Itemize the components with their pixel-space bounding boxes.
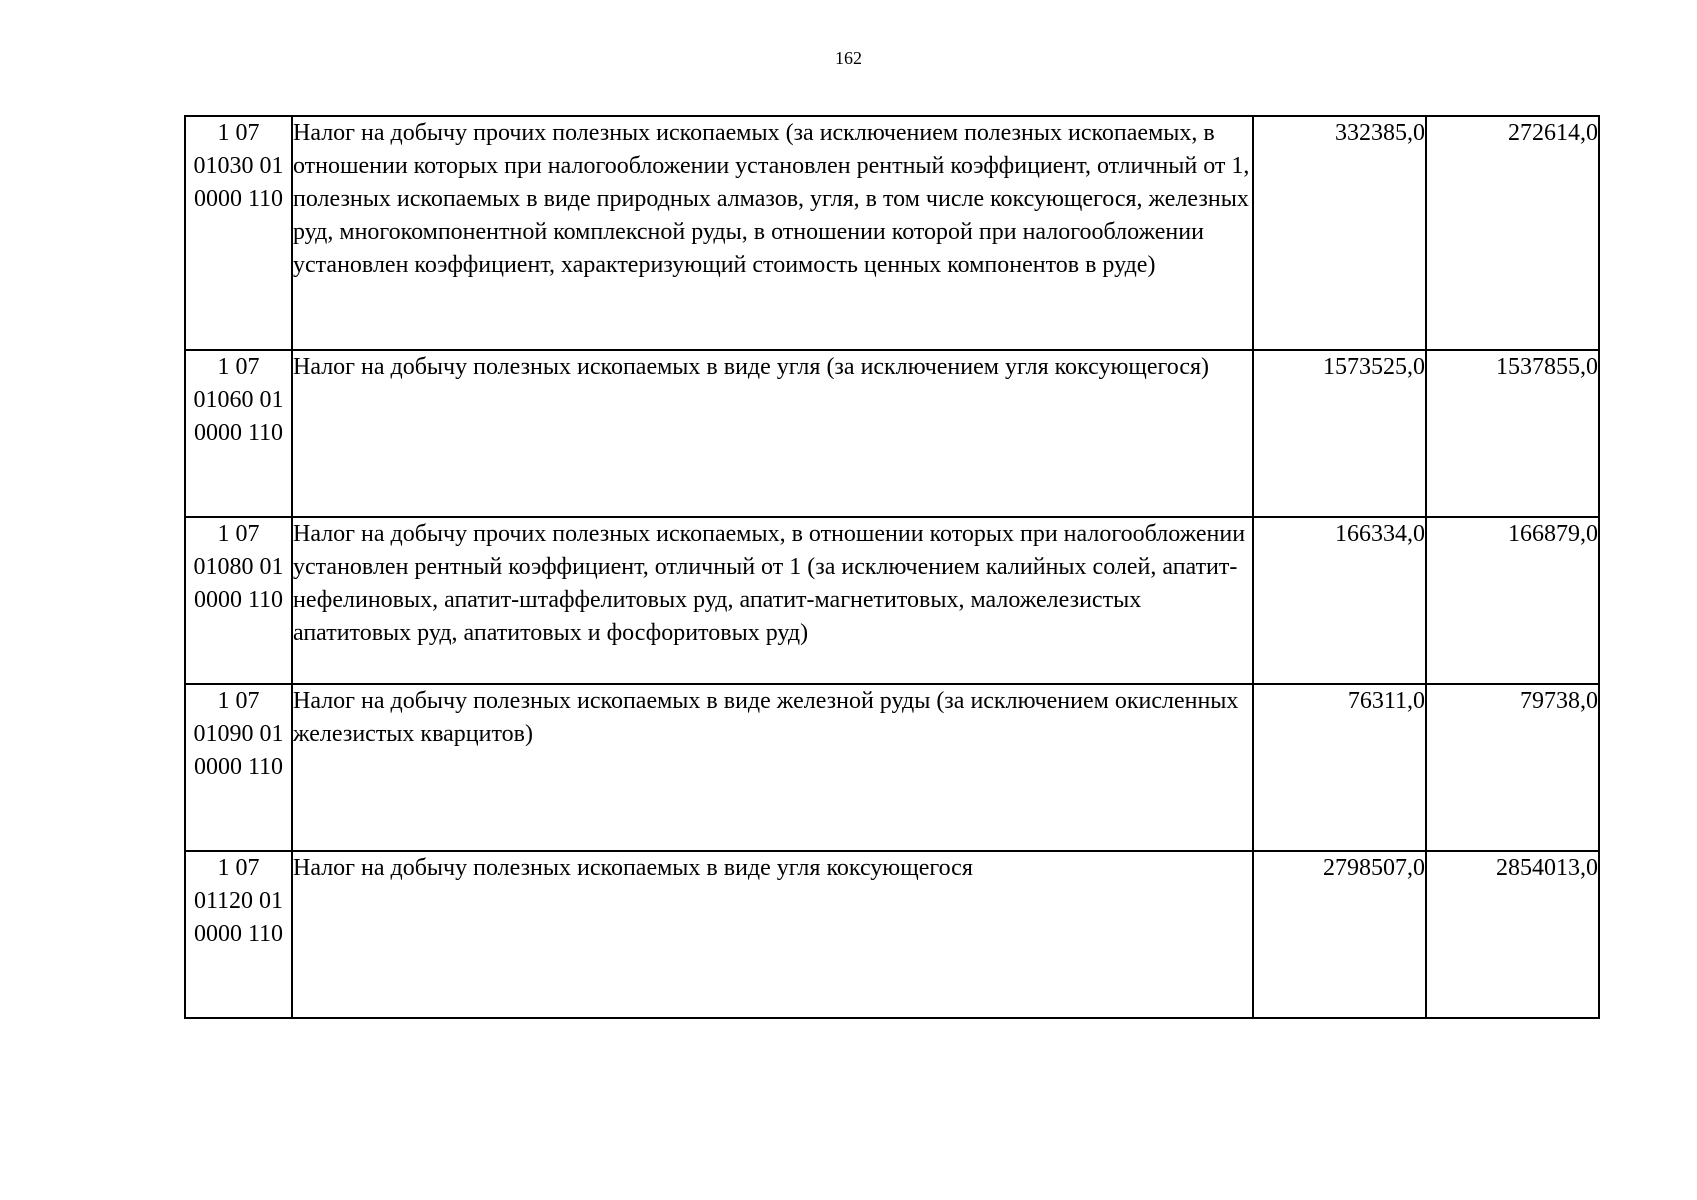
table-row xyxy=(185,517,1599,684)
value-cell-1: 332385,0 xyxy=(1253,116,1426,350)
code-line: 01080 01 xyxy=(193,554,284,580)
value-cell-1: 166334,0 xyxy=(1253,517,1426,684)
code-line: 01030 01 xyxy=(193,153,284,179)
code-line: 1 07 xyxy=(217,354,260,380)
value-cell-2: 2854013,0 xyxy=(1426,851,1599,1018)
table-row xyxy=(185,851,1599,1018)
description-cell: Налог на добычу полезных ископаемых в виде железной руды (за исключением окисленных железистых кварцитов) xyxy=(292,684,1253,851)
budget-code-cell xyxy=(185,684,292,851)
code-line: 1 07 xyxy=(217,521,260,547)
value-cell-2: 79738,0 xyxy=(1426,684,1599,851)
budget-table xyxy=(184,115,1600,1019)
description-cell: Налог на добычу полезных ископаемых в виде угля коксующегося xyxy=(292,851,1253,1018)
code-line: 0000 110 xyxy=(193,587,284,613)
code-line: 1 07 xyxy=(217,120,260,146)
value-cell-2: 1537855,0 xyxy=(1426,350,1599,517)
budget-code-cell xyxy=(185,116,292,350)
table-row xyxy=(185,116,1599,350)
description-cell: Налог на добычу полезных ископаемых в виде угля (за исключением угля коксующегося) xyxy=(292,350,1253,517)
code-line: 1 07 xyxy=(217,855,260,881)
code-line: 0000 110 xyxy=(193,921,284,947)
code-line: 1 07 xyxy=(217,688,260,714)
value-cell-2: 166879,0 xyxy=(1426,517,1599,684)
page-number: 162 xyxy=(835,48,862,68)
value-cell-1: 76311,0 xyxy=(1253,684,1426,851)
table-row xyxy=(185,684,1599,851)
budget-code-cell xyxy=(185,350,292,517)
code-line: 0000 110 xyxy=(193,186,284,212)
code-line: 0000 110 xyxy=(193,420,284,446)
value-cell-1: 1573525,0 xyxy=(1253,350,1426,517)
value-cell-2: 272614,0 xyxy=(1426,116,1599,350)
value-cell-1: 2798507,0 xyxy=(1253,851,1426,1018)
code-line: 0000 110 xyxy=(193,754,284,780)
budget-code-cell xyxy=(185,851,292,1018)
description-cell: Налог на добычу прочих полезных ископаемых (за исключением полезных ископаемых, в отношении которых при налогообложении установлен рентный коэффициент, отличный от 1, полезных ископаемых в виде природных алмазов, угля, в том числе коксующегося, железных руд, многокомпонентной комплексной руды, в отношении которой при налогообложении установлен коэффициент, характеризующий стоимость ценных компонентов в руде) xyxy=(292,116,1253,350)
description-cell: Налог на добычу прочих полезных ископаемых, в отношении которых при налогообложении установлен рентный коэффициент, отличный от 1 (за исключением калийных солей, апатит-нефелиновых, апатит-штаффелитовых руд, апатит-магнетитовых, маложелезистых апатитовых руд, апатитовых и фосфоритовых руд) xyxy=(292,517,1253,684)
table-row xyxy=(185,350,1599,517)
budget-code-cell xyxy=(185,517,292,684)
code-line: 01120 01 xyxy=(193,888,284,914)
code-line: 01090 01 xyxy=(193,721,284,747)
code-line: 01060 01 xyxy=(193,387,284,413)
